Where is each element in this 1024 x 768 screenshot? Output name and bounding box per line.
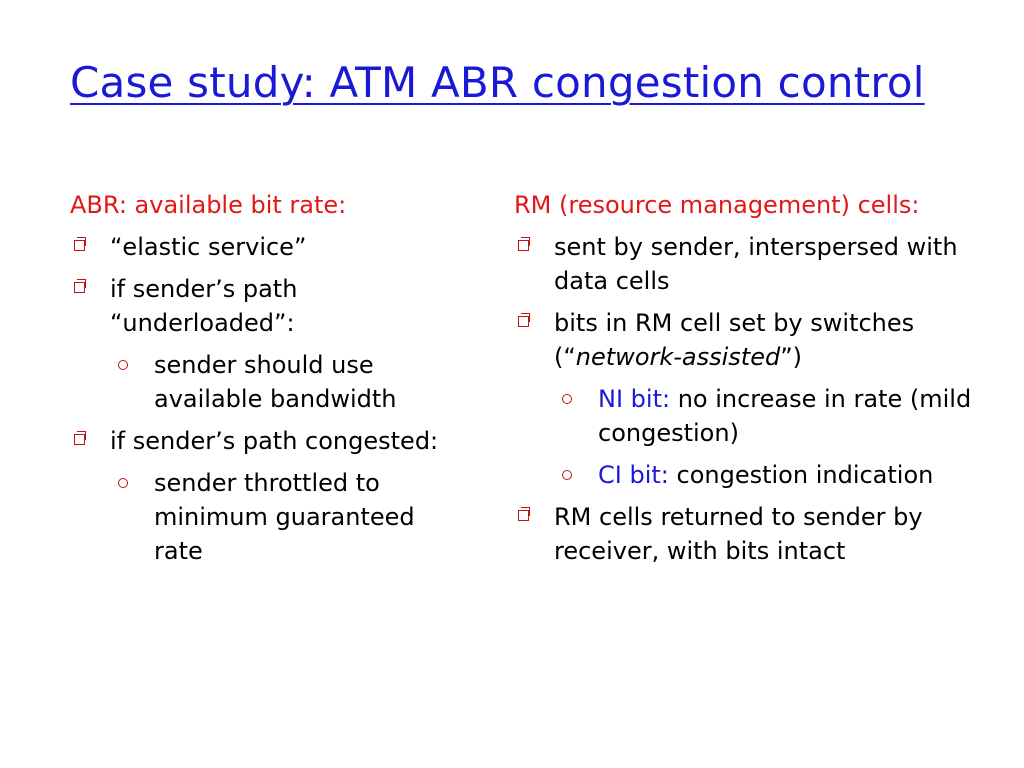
right-bullet-2 (514, 306, 994, 374)
left-subbullet-1-text: sender should use available bandwidth (154, 351, 397, 413)
left-bullet-1 (70, 230, 470, 264)
box-bullet-icon (74, 282, 85, 293)
right-bullet-3 (514, 500, 994, 568)
left-bullet-3-text: if sender’s path congested: (110, 427, 439, 455)
circle-bullet-icon (118, 478, 128, 488)
left-subbullet-2-text: sender throttled to minimum guaranteed rate (154, 469, 415, 565)
slide-title: Case study: ATM ABR congestion control (70, 58, 925, 107)
box-bullet-icon (518, 510, 529, 521)
right-bullet-1 (514, 230, 994, 298)
box-bullet-icon (518, 316, 529, 327)
left-heading: ABR: available bit rate: (70, 191, 347, 219)
right-column (514, 188, 994, 576)
left-column (70, 188, 470, 576)
right-subbullet-ci (514, 458, 994, 492)
box-bullet-icon (518, 240, 529, 251)
right-subbullet-ni (514, 382, 994, 450)
circle-bullet-icon (118, 360, 128, 370)
right-bullet-1-text: sent by sender, interspersed with data cells (554, 233, 958, 295)
left-bullet-2 (70, 272, 470, 340)
right-bullet-3-text: RM cells returned to sender by receiver, with bits intact (554, 503, 923, 565)
left-subbullet-1 (70, 348, 470, 416)
left-bullet-1-text: “elastic service” (110, 233, 307, 261)
box-bullet-icon (74, 434, 85, 445)
right-heading: RM (resource management) cells: (514, 191, 920, 219)
box-bullet-icon (74, 240, 85, 251)
circle-bullet-icon (562, 470, 572, 480)
right-bullet-2-pre: bits in RM cell set by switches (“ (554, 309, 915, 371)
ni-bit-label: NI bit: (598, 385, 671, 413)
ci-bit-label: CI bit: (598, 461, 669, 489)
right-bullet-2-emphasis: network-assisted (575, 343, 781, 371)
left-bullet-2-text: if sender’s path “underloaded”: (110, 275, 298, 337)
left-bullet-3 (70, 424, 470, 458)
ni-bit-text: no increase in rate (mild congestion) (598, 385, 972, 447)
ci-bit-text: congestion indication (668, 461, 934, 489)
circle-bullet-icon (562, 394, 572, 404)
right-bullet-2-post: ”) (780, 343, 803, 371)
left-subbullet-2 (70, 466, 470, 568)
